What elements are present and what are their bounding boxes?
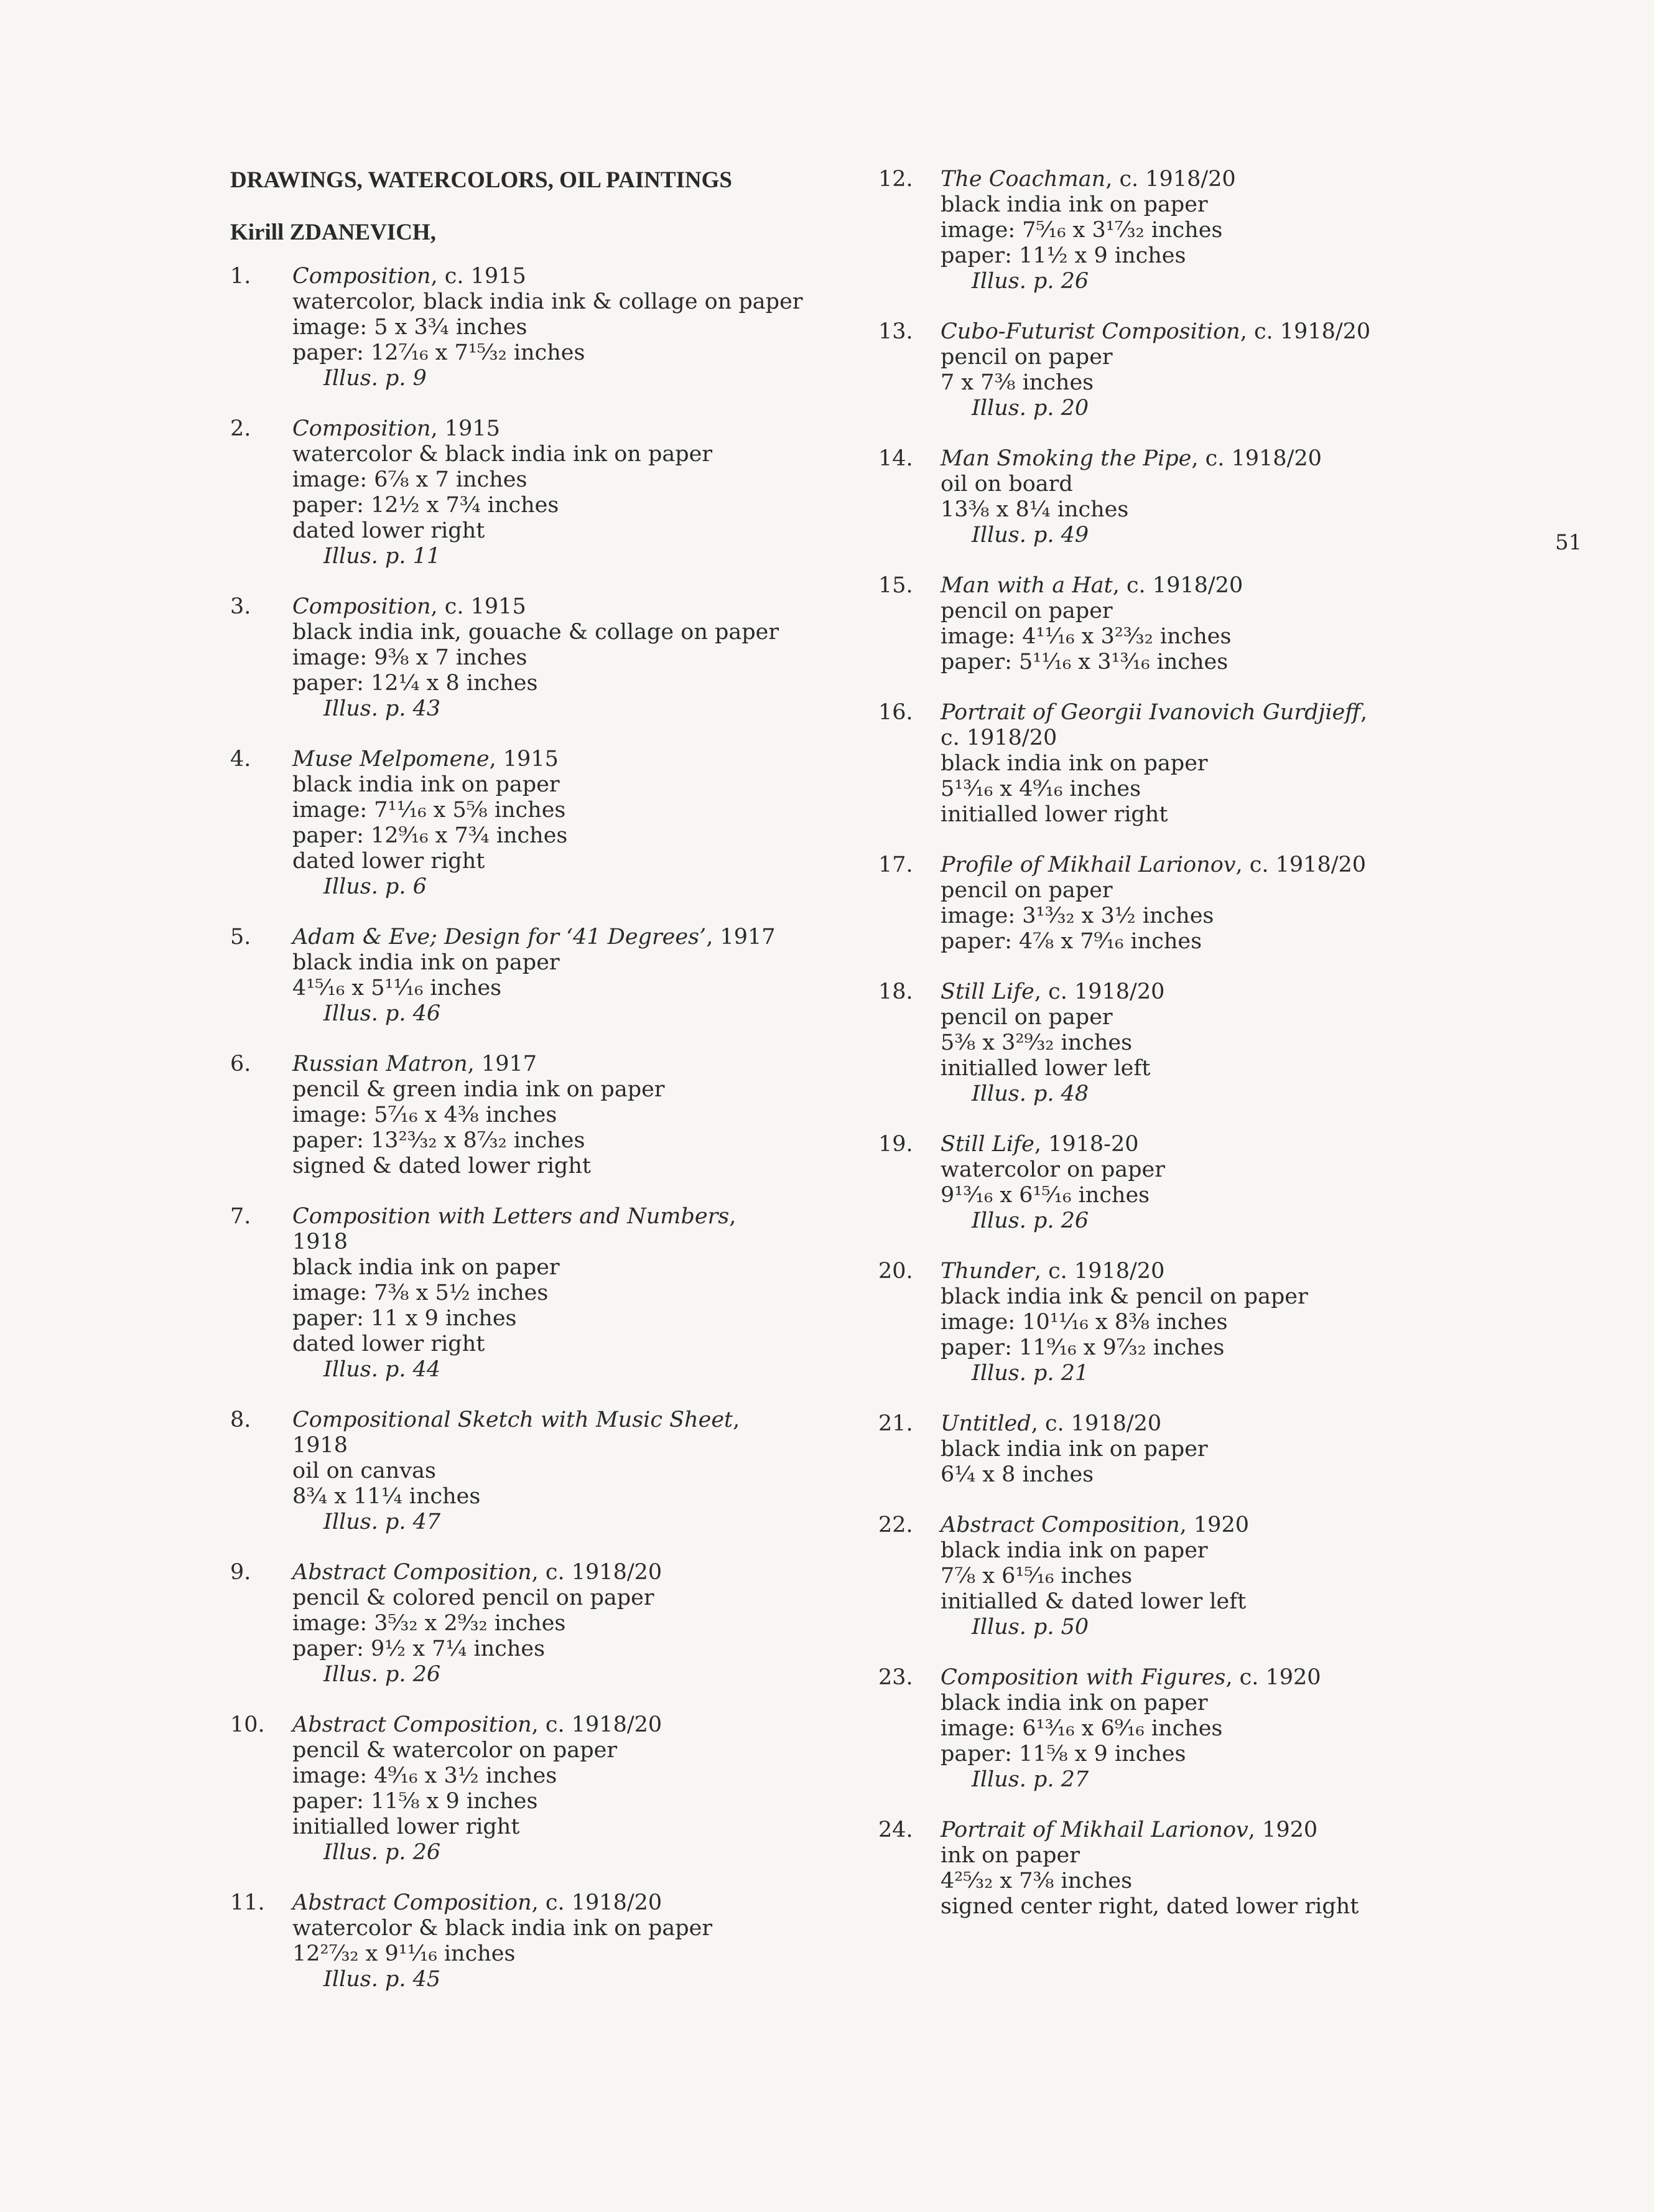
entry-number: 21. xyxy=(878,1411,913,1436)
entry-detail: paper: 13²³⁄₃₂ x 8⁷⁄₃₂ inches xyxy=(292,1128,585,1153)
entry-detail: paper: 12⁹⁄₁₆ x 7¾ inches xyxy=(292,823,568,848)
entry-title-line xyxy=(292,925,852,950)
entry-date: , xyxy=(729,1204,736,1229)
entry-title-line xyxy=(292,747,852,772)
catalog-entry xyxy=(230,416,852,569)
entry-detail: black india ink on paper xyxy=(292,950,560,975)
entry-detail: image: 5⁷⁄₁₆ x 4⅜ inches xyxy=(292,1103,557,1127)
entry-date: , xyxy=(733,1407,740,1432)
entry-detail: 13⅜ x 8¼ inches xyxy=(941,497,1129,522)
entry-body xyxy=(292,1712,852,1865)
entry-detail: c. 1918/20 xyxy=(941,726,1057,750)
entry-body xyxy=(941,1665,1500,1793)
catalog-entry xyxy=(230,264,852,391)
entry-detail: image: 6¹³⁄₁₆ x 6⁹⁄₁₆ inches xyxy=(941,1716,1223,1741)
entry-detail: black india ink on paper xyxy=(941,1691,1208,1715)
entry-detail: paper: 9½ x 7¼ inches xyxy=(292,1636,546,1661)
entry-illustration-ref: Illus. p. 26 xyxy=(323,1662,441,1687)
entry-body xyxy=(941,1818,1500,1920)
entry-title-line xyxy=(941,167,1500,192)
entry-title-line xyxy=(941,852,1500,878)
catalog-entry xyxy=(878,167,1500,294)
entry-date: , 1917 xyxy=(467,1052,537,1076)
entry-body xyxy=(292,594,852,722)
entry-date: , c. 1918/20 xyxy=(531,1890,662,1915)
entry-detail: watercolor & black india ink on paper xyxy=(292,1916,713,1941)
entry-title-line xyxy=(292,1890,852,1916)
entry-title-line xyxy=(292,594,852,620)
entry-title-line xyxy=(941,319,1500,345)
catalog-entry xyxy=(230,594,852,722)
entry-illustration-ref: Illus. p. 46 xyxy=(323,1001,441,1026)
entry-detail: image: 9⅜ x 7 inches xyxy=(292,645,527,670)
catalog-entry xyxy=(230,747,852,900)
entry-number: 8. xyxy=(230,1407,251,1432)
entry-illustration-ref: Illus. p. 50 xyxy=(972,1615,1089,1640)
entry-detail: image: 5 x 3¾ inches xyxy=(292,315,527,340)
entry-title-line xyxy=(292,1407,852,1433)
entry-detail: paper: 5¹¹⁄₁₆ x 3¹³⁄₁₆ inches xyxy=(941,650,1229,674)
entry-body xyxy=(941,979,1500,1107)
entry-title: Composition xyxy=(292,264,431,289)
catalog-entry xyxy=(878,573,1500,675)
entry-title-line xyxy=(941,979,1500,1005)
entry-title: Still Life xyxy=(941,1132,1034,1157)
entry-date: , c. 1918/20 xyxy=(1112,573,1243,598)
entry-detail: pencil & colored pencil on paper xyxy=(292,1585,654,1610)
entry-title: Adam & Eve; Design for ‘41 Degrees’ xyxy=(292,925,707,950)
entry-number: 23. xyxy=(878,1665,913,1690)
entry-body xyxy=(941,319,1500,421)
entry-detail: image: 3¹³⁄₃₂ x 3½ inches xyxy=(941,903,1214,928)
entry-illustration-ref: Illus. p. 45 xyxy=(323,1967,441,1992)
entry-detail: ink on paper xyxy=(941,1843,1080,1868)
entry-detail: watercolor, black india ink & collage on paper xyxy=(292,289,803,314)
entry-detail: signed center right, dated lower right xyxy=(941,1894,1359,1919)
entry-number: 4. xyxy=(230,747,251,772)
entry-body xyxy=(941,1411,1500,1488)
entry-title: Composition with Letters and Numbers xyxy=(292,1204,730,1229)
entry-title-line xyxy=(941,1818,1500,1843)
entry-detail: black india ink on paper xyxy=(941,192,1208,217)
catalog-entry xyxy=(230,1052,852,1179)
right-entry-list xyxy=(878,167,1500,1920)
entry-title-line xyxy=(941,700,1500,726)
entry-detail: initialled lower right xyxy=(292,1814,520,1839)
entry-date: , 1917 xyxy=(706,925,776,950)
entry-title-line xyxy=(941,1665,1500,1691)
catalog-entry xyxy=(878,1411,1500,1488)
entry-date: , c. 1918/20 xyxy=(1031,1411,1162,1436)
entry-detail: dated lower right xyxy=(292,1332,485,1356)
entry-number: 3. xyxy=(230,594,251,619)
left-entry-list xyxy=(230,264,852,1992)
entry-number: 1. xyxy=(230,264,251,289)
entry-title-line xyxy=(292,264,852,289)
entry-detail: image: 6⅞ x 7 inches xyxy=(292,467,527,492)
right-column xyxy=(878,167,1500,1944)
entry-detail: image: 7⅜ x 5½ inches xyxy=(292,1281,549,1305)
entry-title: Russian Matron xyxy=(292,1052,468,1076)
entry-body xyxy=(292,264,852,391)
entry-detail: 1918 xyxy=(292,1433,348,1458)
entry-number: 18. xyxy=(878,979,913,1004)
entry-title: Thunder xyxy=(941,1259,1034,1284)
entry-title: Composition xyxy=(292,416,431,441)
entry-title-line xyxy=(941,1513,1500,1538)
entry-date: , 1920 xyxy=(1179,1513,1249,1538)
entry-date: , 1920 xyxy=(1248,1818,1318,1842)
entry-date: , 1915 xyxy=(430,416,500,441)
entry-detail: pencil & watercolor on paper xyxy=(292,1738,618,1763)
left-column xyxy=(230,167,852,2017)
entry-title: Man with a Hat xyxy=(941,573,1113,598)
entry-illustration-ref: Illus. p. 47 xyxy=(323,1510,441,1534)
entry-detail: pencil on paper xyxy=(941,878,1113,903)
entry-illustration-ref: Illus. p. 21 xyxy=(972,1361,1089,1386)
catalog-entry xyxy=(878,979,1500,1107)
entry-illustration-ref: Illus. p. 6 xyxy=(323,874,427,899)
entry-title: Composition xyxy=(292,594,431,619)
catalog-entry xyxy=(878,852,1500,954)
entry-number: 17. xyxy=(878,852,913,877)
entry-detail: pencil on paper xyxy=(941,599,1113,623)
entry-illustration-ref: Illus. p. 48 xyxy=(972,1081,1089,1106)
entry-number: 16. xyxy=(878,700,913,725)
entry-date: , 1915 xyxy=(489,747,559,772)
entry-number: 2. xyxy=(230,416,251,441)
entry-illustration-ref: Illus. p. 26 xyxy=(972,269,1089,294)
entry-number: 20. xyxy=(878,1259,913,1284)
entry-detail: oil on board xyxy=(941,472,1073,497)
entry-number: 10. xyxy=(230,1712,265,1737)
entry-illustration-ref: Illus. p. 44 xyxy=(323,1357,441,1382)
entry-date: , c. 1918/20 xyxy=(1240,319,1371,344)
entry-title: Abstract Composition xyxy=(941,1513,1180,1538)
entry-detail: initialled lower left xyxy=(941,1056,1151,1081)
entry-detail: pencil & green india ink on paper xyxy=(292,1077,665,1102)
entry-number: 11. xyxy=(230,1890,265,1915)
entry-body xyxy=(941,167,1500,294)
entry-body xyxy=(292,747,852,900)
entry-illustration-ref: Illus. p. 11 xyxy=(323,544,441,569)
entry-number: 19. xyxy=(878,1132,913,1157)
entry-title: Composition with Figures xyxy=(941,1665,1226,1690)
entry-date: , c. 1920 xyxy=(1225,1665,1321,1690)
entry-detail: 9¹³⁄₁₆ x 6¹⁵⁄₁₆ inches xyxy=(941,1183,1150,1208)
entry-title-line xyxy=(292,1204,852,1230)
entry-body xyxy=(941,1513,1500,1640)
entry-detail: 7⅞ x 6¹⁵⁄₁₆ inches xyxy=(941,1564,1133,1589)
entry-date: , c. 1918/20 xyxy=(531,1712,662,1737)
entry-detail: initialled & dated lower left xyxy=(941,1589,1247,1614)
entry-detail: watercolor on paper xyxy=(941,1157,1165,1182)
entry-detail: black india ink on paper xyxy=(292,1255,560,1280)
page-number: 51 xyxy=(1555,530,1582,555)
section-heading: DRAWINGS, WATERCOLORS, OIL PAINTINGS xyxy=(230,167,732,193)
entry-detail: black india ink, gouache & collage on paper xyxy=(292,620,779,645)
entry-number: 14. xyxy=(878,446,913,471)
entry-title-line xyxy=(292,1712,852,1738)
entry-detail: paper: 11½ x 9 inches xyxy=(941,243,1186,268)
entry-title-line xyxy=(941,1132,1500,1157)
entry-detail: image: 7¹¹⁄₁₆ x 5⅝ inches xyxy=(292,798,566,823)
entry-detail: oil on canvas xyxy=(292,1458,436,1483)
entry-illustration-ref: Illus. p. 27 xyxy=(972,1767,1089,1792)
entry-date: , c. 1918/20 xyxy=(1105,167,1236,192)
entry-illustration-ref: Illus. p. 26 xyxy=(323,1840,441,1865)
catalog-entry xyxy=(230,1407,852,1535)
entry-number: 15. xyxy=(878,573,913,598)
entry-date: , xyxy=(1360,700,1368,725)
catalog-entry xyxy=(230,1890,852,1992)
catalog-entry xyxy=(230,1712,852,1865)
entry-body xyxy=(292,1052,852,1179)
artist-name: Kirill ZDANEVICH, xyxy=(230,220,436,245)
entry-detail: black india ink & pencil on paper xyxy=(941,1284,1308,1309)
catalog-entry xyxy=(878,1132,1500,1234)
entry-number: 22. xyxy=(878,1513,913,1538)
entry-detail: pencil on paper xyxy=(941,345,1113,370)
entry-detail: watercolor & black india ink on paper xyxy=(292,442,713,467)
entry-title-line xyxy=(941,1411,1500,1437)
catalog-entry xyxy=(230,1560,852,1687)
entry-date: , c. 1918/20 xyxy=(1034,1259,1165,1284)
catalog-entry xyxy=(878,1259,1500,1386)
entry-detail: 4¹⁵⁄₁₆ x 5¹¹⁄₁₆ inches xyxy=(292,976,502,1001)
entry-number: 5. xyxy=(230,925,251,950)
entry-title: The Coachman xyxy=(941,167,1106,192)
entry-body xyxy=(292,1407,852,1535)
entry-title-line xyxy=(292,1052,852,1077)
entry-detail: image: 4¹¹⁄₁₆ x 3²³⁄₃₂ inches xyxy=(941,624,1232,649)
entry-date: , c. 1918/20 xyxy=(1235,852,1367,877)
entry-detail: paper: 4⅞ x 7⁹⁄₁₆ inches xyxy=(941,929,1202,954)
entry-illustration-ref: Illus. p. 43 xyxy=(323,696,441,721)
entry-title: Muse Melpomene xyxy=(292,747,490,772)
entry-detail: black india ink on paper xyxy=(941,1538,1208,1563)
entry-detail: black india ink on paper xyxy=(941,751,1208,776)
entry-illustration-ref: Illus. p. 26 xyxy=(972,1208,1089,1233)
entry-detail: 5⅜ x 3²⁹⁄₃₂ inches xyxy=(941,1030,1133,1055)
entry-title: Portrait of Georgii Ivanovich Gurdjieff xyxy=(941,700,1361,725)
entry-body xyxy=(941,1132,1500,1234)
catalog-entry xyxy=(878,700,1500,828)
entry-detail: black india ink on paper xyxy=(292,772,560,797)
entry-detail: image: 3⁵⁄₃₂ x 2⁹⁄₃₂ inches xyxy=(292,1611,566,1636)
entry-body xyxy=(292,1560,852,1687)
entry-detail: paper: 11⅝ x 9 inches xyxy=(941,1742,1186,1766)
entry-detail: dated lower right xyxy=(292,518,485,543)
entry-date: , c. 1915 xyxy=(430,264,526,289)
entry-date: , c. 1918/20 xyxy=(1034,979,1165,1004)
entry-detail: paper: 11⅝ x 9 inches xyxy=(292,1789,538,1814)
entry-detail: dated lower right xyxy=(292,849,485,874)
entry-detail: image: 10¹¹⁄₁₆ x 8⅜ inches xyxy=(941,1310,1228,1335)
entry-title: Portrait of Mikhail Larionov xyxy=(941,1818,1248,1842)
entry-body xyxy=(941,1259,1500,1386)
entry-number: 13. xyxy=(878,319,913,344)
entry-title: Cubo-Futurist Composition xyxy=(941,319,1240,344)
entry-detail: initialled lower right xyxy=(941,802,1168,827)
entry-title-line xyxy=(292,416,852,442)
entry-detail: paper: 12¼ x 8 inches xyxy=(292,671,538,696)
catalog-entry xyxy=(878,1513,1500,1640)
catalog-entry xyxy=(878,1818,1500,1920)
catalog-entry xyxy=(878,446,1500,548)
entry-title: Still Life xyxy=(941,979,1034,1004)
entry-illustration-ref: Illus. p. 20 xyxy=(972,396,1089,421)
entry-body xyxy=(292,1890,852,1992)
entry-detail: paper: 11⁹⁄₁₆ x 9⁷⁄₃₂ inches xyxy=(941,1335,1225,1360)
entry-detail: paper: 12⁷⁄₁₆ x 7¹⁵⁄₃₂ inches xyxy=(292,340,585,365)
entry-illustration-ref: Illus. p. 9 xyxy=(323,366,427,391)
entry-detail: paper: 11 x 9 inches xyxy=(292,1306,517,1331)
entry-illustration-ref: Illus. p. 49 xyxy=(972,523,1089,548)
entry-title: Compositional Sketch with Music Sheet xyxy=(292,1407,733,1432)
entry-detail: 5¹³⁄₁₆ x 4⁹⁄₁₆ inches xyxy=(941,777,1141,801)
entry-body xyxy=(292,1204,852,1383)
entry-number: 7. xyxy=(230,1204,251,1229)
entry-detail: image: 7⁵⁄₁₆ x 3¹⁷⁄₃₂ inches xyxy=(941,218,1223,243)
entry-title: Man Smoking the Pipe xyxy=(941,446,1192,471)
entry-date: , 1918-20 xyxy=(1034,1132,1139,1157)
entry-title: Abstract Composition xyxy=(292,1560,532,1585)
entry-body xyxy=(941,852,1500,954)
entry-detail: 6¼ x 8 inches xyxy=(941,1462,1094,1487)
entry-detail: 7 x 7⅜ inches xyxy=(941,370,1094,395)
entry-date: , c. 1918/20 xyxy=(1191,446,1322,471)
entry-title-line xyxy=(941,573,1500,599)
entry-detail: image: 4⁹⁄₁₆ x 3½ inches xyxy=(292,1763,557,1788)
entry-number: 12. xyxy=(878,167,913,192)
entry-detail: pencil on paper xyxy=(941,1005,1113,1030)
entry-detail: black india ink on paper xyxy=(941,1437,1208,1462)
catalog-entry xyxy=(878,1665,1500,1793)
catalog-entry xyxy=(230,925,852,1027)
entry-title: Abstract Composition xyxy=(292,1712,532,1737)
entry-title: Abstract Composition xyxy=(292,1890,532,1915)
entry-detail: signed & dated lower right xyxy=(292,1154,591,1178)
entry-detail: 1918 xyxy=(292,1230,348,1254)
entry-body xyxy=(292,416,852,569)
entry-number: 6. xyxy=(230,1052,251,1076)
entry-date: , c. 1915 xyxy=(430,594,526,619)
catalog-entry xyxy=(878,319,1500,421)
entry-detail: 8¾ x 11¼ inches xyxy=(292,1484,481,1509)
entry-body xyxy=(941,700,1500,828)
entry-detail: paper: 12½ x 7¾ inches xyxy=(292,493,559,518)
entry-title-line xyxy=(292,1560,852,1585)
entry-detail: 12²⁷⁄₃₂ x 9¹¹⁄₁₆ inches xyxy=(292,1941,516,1966)
catalog-entry xyxy=(230,1204,852,1383)
entry-number: 24. xyxy=(878,1818,913,1842)
entry-body xyxy=(941,573,1500,675)
entry-title: Profile of Mikhail Larionov xyxy=(941,852,1236,877)
entry-title-line xyxy=(941,446,1500,472)
entry-detail: 4²⁵⁄₃₂ x 7⅜ inches xyxy=(941,1869,1133,1893)
entry-title: Untitled xyxy=(941,1411,1031,1436)
entry-body xyxy=(292,925,852,1027)
entry-body xyxy=(941,446,1500,548)
entry-title-line xyxy=(941,1259,1500,1284)
entry-number: 9. xyxy=(230,1560,251,1585)
entry-date: , c. 1918/20 xyxy=(531,1560,662,1585)
